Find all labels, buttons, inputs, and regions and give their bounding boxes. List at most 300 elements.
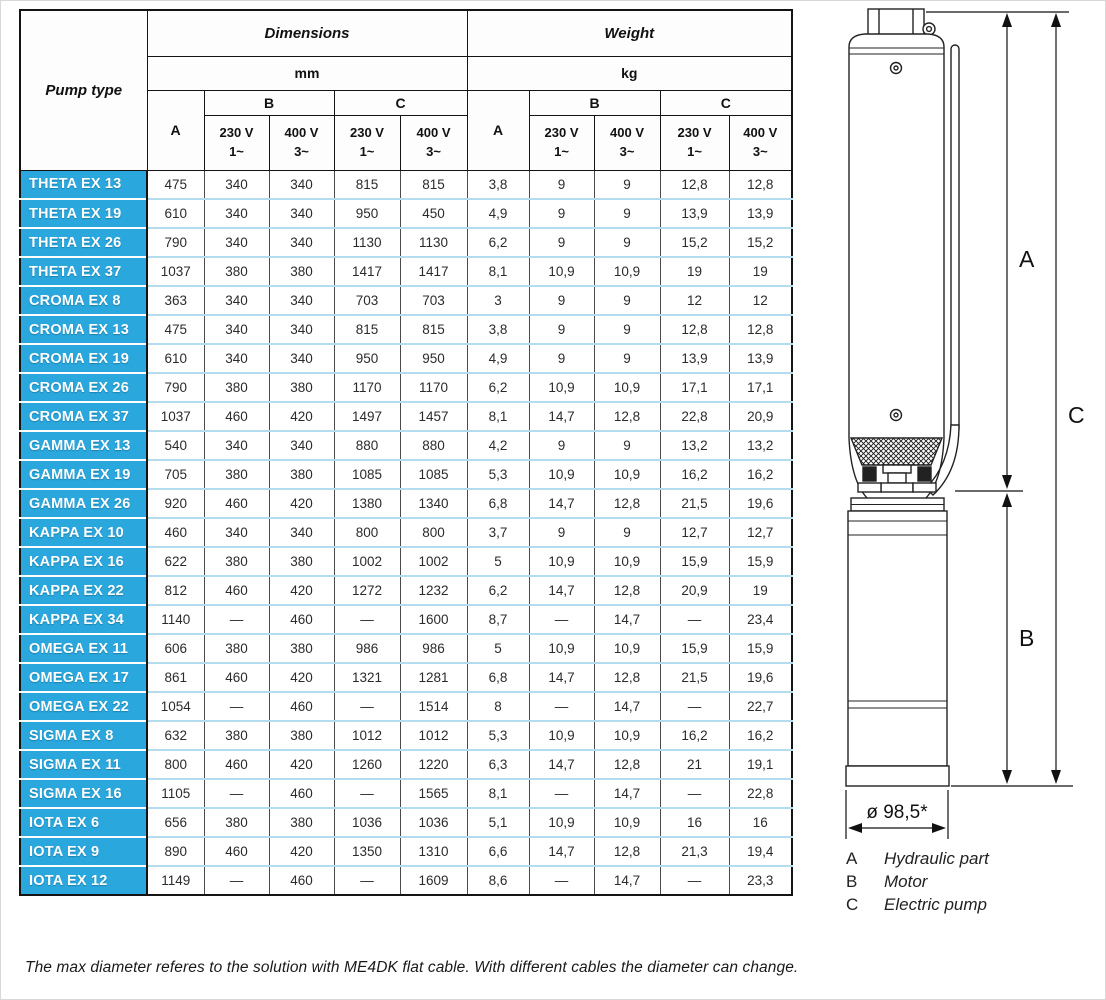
cell-wt-c-230: 15,9: [660, 547, 729, 576]
voltage-line: 400 V: [284, 125, 319, 141]
cell-dim-b-400: 380: [269, 634, 334, 663]
pump-body: [849, 34, 944, 438]
cell-wt-b-400: 12,8: [594, 663, 660, 692]
cell-dim-c-230: —: [334, 779, 400, 808]
cell-dim-c-400: 1457: [400, 402, 467, 431]
cell-dim-a: 656: [147, 808, 204, 837]
cell-dim-c-400: 815: [400, 170, 467, 199]
cell-dim-a: 790: [147, 373, 204, 402]
cell-dim-c-400: 1036: [400, 808, 467, 837]
cell-dim-c-230: 1321: [334, 663, 400, 692]
cell-wt-a: 4,9: [467, 344, 529, 373]
row-label: THETA EX 13: [20, 170, 147, 199]
cell-dim-b-400: 420: [269, 663, 334, 692]
header-dim-c-230v: [334, 115, 400, 170]
cell-dim-b-230: 380: [204, 373, 269, 402]
cell-wt-b-400: 9: [594, 286, 660, 315]
cell-wt-a: 4,2: [467, 431, 529, 460]
table-row: [20, 692, 792, 721]
cell-wt-b-400: 9: [594, 228, 660, 257]
cell-wt-c-400: 22,8: [729, 779, 792, 808]
diameter-label: ø 98,5*: [866, 802, 928, 823]
cell-dim-a: 812: [147, 576, 204, 605]
footnote: The max diameter referes to the solution with ME4DK flat cable. With different cables the diameter can change.: [25, 959, 799, 976]
cell-dim-c-400: 1281: [400, 663, 467, 692]
cell-wt-c-400: 23,4: [729, 605, 792, 634]
table-row: [20, 866, 792, 895]
cell-wt-c-400: 19: [729, 576, 792, 605]
cell-dim-b-400: 340: [269, 199, 334, 228]
row-label: THETA EX 26: [20, 228, 147, 257]
cell-wt-a: 8,6: [467, 866, 529, 895]
cell-dim-a: 632: [147, 721, 204, 750]
row-label: GAMMA EX 19: [20, 460, 147, 489]
cell-wt-b-230: 14,7: [529, 837, 594, 866]
cell-dim-a: 705: [147, 460, 204, 489]
row-label: CROMA EX 37: [20, 402, 147, 431]
table-row: [20, 605, 792, 634]
cell-wt-b-230: 9: [529, 199, 594, 228]
cell-wt-c-400: 19,1: [729, 750, 792, 779]
cell-wt-c-230: 21: [660, 750, 729, 779]
row-label: CROMA EX 19: [20, 344, 147, 373]
cell-wt-c-400: 22,7: [729, 692, 792, 721]
cell-dim-a: 790: [147, 228, 204, 257]
cell-wt-b-230: 14,7: [529, 489, 594, 518]
legend-label: Hydraulic part: [884, 849, 989, 868]
header-dim-a: A: [147, 90, 204, 170]
cell-wt-c-400: 12,8: [729, 315, 792, 344]
cell-dim-c-400: 1170: [400, 373, 467, 402]
cell-dim-c-230: 986: [334, 634, 400, 663]
cell-dim-c-230: 1002: [334, 547, 400, 576]
cell-wt-b-230: —: [529, 866, 594, 895]
cell-dim-c-230: 1012: [334, 721, 400, 750]
cell-dim-b-230: 340: [204, 344, 269, 373]
cell-wt-c-400: 16,2: [729, 721, 792, 750]
cell-wt-c-400: 19,6: [729, 489, 792, 518]
row-label: IOTA EX 6: [20, 808, 147, 837]
cell-wt-c-230: 13,2: [660, 431, 729, 460]
dim-arrow-a: [1002, 13, 1012, 489]
cell-dim-c-400: 1220: [400, 750, 467, 779]
row-label: THETA EX 37: [20, 257, 147, 286]
cell-dim-b-230: 380: [204, 547, 269, 576]
cell-wt-b-230: —: [529, 779, 594, 808]
cell-wt-c-230: —: [660, 692, 729, 721]
cell-wt-a: 3,8: [467, 315, 529, 344]
pump-spec-table: [19, 9, 793, 896]
cell-dim-c-230: 1260: [334, 750, 400, 779]
cell-wt-c-230: 16,2: [660, 460, 729, 489]
legend-key: A: [846, 849, 858, 868]
cell-dim-a: 460: [147, 518, 204, 547]
table-row: [20, 837, 792, 866]
cell-wt-a: 5: [467, 634, 529, 663]
cell-wt-b-400: 12,8: [594, 402, 660, 431]
cell-wt-c-400: 15,9: [729, 547, 792, 576]
cell-dim-c-230: 800: [334, 518, 400, 547]
table-row: [20, 518, 792, 547]
voltage-line: 230 V: [350, 125, 384, 141]
cell-wt-b-400: 9: [594, 199, 660, 228]
row-label: KAPPA EX 34: [20, 605, 147, 634]
row-label: KAPPA EX 22: [20, 576, 147, 605]
cell-wt-b-400: 14,7: [594, 866, 660, 895]
table-row: [20, 576, 792, 605]
row-label: SIGMA EX 16: [20, 779, 147, 808]
table-row: [20, 228, 792, 257]
cell-wt-c-400: 15,2: [729, 228, 792, 257]
cell-wt-c-400: 17,1: [729, 373, 792, 402]
cell-dim-c-230: 1272: [334, 576, 400, 605]
cell-wt-c-400: 12,7: [729, 518, 792, 547]
row-label: IOTA EX 12: [20, 866, 147, 895]
cell-wt-c-230: 12,8: [660, 170, 729, 199]
row-label: CROMA EX 8: [20, 286, 147, 315]
phase-line: 3~: [426, 143, 441, 159]
row-label: KAPPA EX 16: [20, 547, 147, 576]
header-weight-c: C: [660, 90, 792, 115]
cell-dim-a: 475: [147, 315, 204, 344]
cell-dim-c-230: 880: [334, 431, 400, 460]
cell-dim-b-400: 460: [269, 779, 334, 808]
cell-dim-a: 1105: [147, 779, 204, 808]
table-row: [20, 808, 792, 837]
cell-dim-b-400: 340: [269, 431, 334, 460]
cell-wt-a: 6,2: [467, 373, 529, 402]
cell-dim-c-230: —: [334, 866, 400, 895]
cell-dim-b-400: 380: [269, 547, 334, 576]
cell-dim-a: 475: [147, 170, 204, 199]
table-row: [20, 344, 792, 373]
cell-dim-a: 1140: [147, 605, 204, 634]
cell-wt-c-400: 16,2: [729, 460, 792, 489]
cell-dim-c-230: —: [334, 605, 400, 634]
cell-wt-c-230: 12,8: [660, 315, 729, 344]
cell-wt-c-400: 19,6: [729, 663, 792, 692]
legend-item: [846, 870, 989, 893]
voltage-line: 400 V: [610, 125, 644, 141]
cell-wt-c-230: 22,8: [660, 402, 729, 431]
cell-wt-b-400: 10,9: [594, 373, 660, 402]
voltage-line: 230 V: [544, 125, 579, 141]
cell-dim-c-400: 1514: [400, 692, 467, 721]
cell-wt-b-230: 10,9: [529, 257, 594, 286]
cell-dim-b-230: —: [204, 605, 269, 634]
cell-wt-b-230: 14,7: [529, 663, 594, 692]
row-label: SIGMA EX 11: [20, 750, 147, 779]
cell-dim-b-230: 380: [204, 257, 269, 286]
cell-wt-c-230: 21,5: [660, 663, 729, 692]
cell-wt-b-400: 10,9: [594, 460, 660, 489]
cell-wt-a: 5,1: [467, 808, 529, 837]
cell-wt-b-400: 10,9: [594, 808, 660, 837]
cell-dim-c-400: 880: [400, 431, 467, 460]
cell-wt-c-230: 21,3: [660, 837, 729, 866]
cell-dim-a: 1149: [147, 866, 204, 895]
cell-dim-a: 540: [147, 431, 204, 460]
cell-wt-c-400: 23,3: [729, 866, 792, 895]
phase-line: 3~: [752, 143, 768, 159]
cell-wt-b-230: 9: [529, 315, 594, 344]
phase-line: 1~: [229, 143, 244, 159]
table-row: [20, 634, 792, 663]
cell-wt-a: 4,9: [467, 199, 529, 228]
cell-dim-c-400: 1340: [400, 489, 467, 518]
cell-wt-a: 3,8: [467, 170, 529, 199]
cell-dim-a: 363: [147, 286, 204, 315]
cell-dim-b-230: 340: [204, 315, 269, 344]
cell-dim-c-230: 1085: [334, 460, 400, 489]
cell-dim-b-230: —: [204, 692, 269, 721]
cell-wt-c-230: —: [660, 605, 729, 634]
table-row: [20, 402, 792, 431]
cell-dim-a: 1037: [147, 402, 204, 431]
cell-dim-c-230: 815: [334, 170, 400, 199]
cell-dim-a: 920: [147, 489, 204, 518]
cell-dim-c-400: 1565: [400, 779, 467, 808]
cell-wt-c-400: 19: [729, 257, 792, 286]
cell-dim-b-230: —: [204, 779, 269, 808]
table-row: [20, 373, 792, 402]
cell-wt-b-230: 9: [529, 170, 594, 199]
cell-dim-c-230: 1130: [334, 228, 400, 257]
header-group-weight: Weight: [467, 10, 792, 56]
motor: [846, 511, 949, 786]
cell-wt-a: 8,1: [467, 402, 529, 431]
cell-wt-b-400: 12,8: [594, 750, 660, 779]
cell-dim-b-400: 380: [269, 257, 334, 286]
cell-wt-b-400: 14,7: [594, 692, 660, 721]
cell-wt-b-230: 10,9: [529, 721, 594, 750]
cell-dim-a: 890: [147, 837, 204, 866]
cell-dim-c-400: 1232: [400, 576, 467, 605]
cell-wt-a: 8,1: [467, 257, 529, 286]
row-label: CROMA EX 13: [20, 315, 147, 344]
cell-wt-a: 6,2: [467, 576, 529, 605]
row-label: CROMA EX 26: [20, 373, 147, 402]
cell-wt-a: 8,1: [467, 779, 529, 808]
cell-dim-b-400: 420: [269, 837, 334, 866]
table-row: [20, 315, 792, 344]
cell-dim-b-400: 380: [269, 721, 334, 750]
voltage-line: 230 V: [677, 125, 712, 141]
cell-dim-b-400: 340: [269, 344, 334, 373]
pump-top-connector: [868, 9, 935, 35]
table-row: [20, 286, 792, 315]
cell-dim-c-230: 1036: [334, 808, 400, 837]
cell-wt-b-230: —: [529, 605, 594, 634]
header-weight-a: A: [467, 90, 529, 170]
cell-wt-c-230: —: [660, 779, 729, 808]
legend-item: [846, 847, 989, 870]
table-row: [20, 663, 792, 692]
cell-dim-a: 861: [147, 663, 204, 692]
cell-dim-b-230: 340: [204, 518, 269, 547]
cell-dim-a: 610: [147, 199, 204, 228]
cell-wt-b-400: 12,8: [594, 576, 660, 605]
cell-wt-b-400: 14,7: [594, 605, 660, 634]
cell-wt-a: 3: [467, 286, 529, 315]
cell-dim-b-230: 340: [204, 199, 269, 228]
cell-dim-c-230: —: [334, 692, 400, 721]
cell-dim-c-230: 1497: [334, 402, 400, 431]
cell-dim-c-400: 1012: [400, 721, 467, 750]
phase-line: 1~: [687, 143, 702, 159]
cell-dim-b-230: 380: [204, 634, 269, 663]
table-row: [20, 460, 792, 489]
header-dim-b: B: [204, 90, 334, 115]
cell-wt-b-230: 9: [529, 431, 594, 460]
cell-wt-b-230: 9: [529, 344, 594, 373]
cell-dim-a: 1037: [147, 257, 204, 286]
cell-wt-b-230: 9: [529, 286, 594, 315]
cell-wt-b-230: 10,9: [529, 547, 594, 576]
cell-dim-c-400: 450: [400, 199, 467, 228]
cell-wt-b-230: 10,9: [529, 808, 594, 837]
header-pump-type: Pump type: [20, 10, 147, 170]
cell-wt-a: 3,7: [467, 518, 529, 547]
table-row: [20, 547, 792, 576]
row-label: OMEGA EX 11: [20, 634, 147, 663]
cell-wt-b-400: 9: [594, 170, 660, 199]
cell-wt-a: 8,7: [467, 605, 529, 634]
cell-dim-c-400: 1130: [400, 228, 467, 257]
cell-wt-b-400: 10,9: [594, 634, 660, 663]
cell-dim-c-230: 1417: [334, 257, 400, 286]
cell-wt-c-400: 13,2: [729, 431, 792, 460]
cell-dim-b-230: 380: [204, 808, 269, 837]
phase-line: 1~: [359, 143, 375, 159]
cell-wt-a: 6,6: [467, 837, 529, 866]
cell-wt-a: 6,8: [467, 663, 529, 692]
cell-wt-b-400: 10,9: [594, 257, 660, 286]
cell-dim-b-230: 460: [204, 489, 269, 518]
row-label: GAMMA EX 26: [20, 489, 147, 518]
table-row: [20, 199, 792, 228]
cell-dim-c-230: 1350: [334, 837, 400, 866]
cell-wt-b-230: —: [529, 692, 594, 721]
cell-dim-b-400: 380: [269, 460, 334, 489]
table-row: [20, 431, 792, 460]
cell-wt-c-230: 20,9: [660, 576, 729, 605]
header-weight-c-230v: [660, 115, 729, 170]
cell-wt-c-400: 15,9: [729, 634, 792, 663]
table-row: [20, 257, 792, 286]
cell-wt-c-230: 16,2: [660, 721, 729, 750]
legend-key: C: [846, 895, 859, 914]
table-row: [20, 750, 792, 779]
table-row: [20, 779, 792, 808]
cell-dim-c-400: 800: [400, 518, 467, 547]
cell-wt-a: 5,3: [467, 721, 529, 750]
legend-item: [846, 893, 989, 916]
diagram-legend: [846, 847, 989, 916]
legend-label: Motor: [884, 872, 928, 891]
header-dim-c: C: [334, 90, 467, 115]
cell-dim-b-230: 340: [204, 431, 269, 460]
header-group-dimensions: Dimensions: [147, 10, 467, 56]
cell-wt-a: 8: [467, 692, 529, 721]
cell-dim-c-400: 950: [400, 344, 467, 373]
cell-dim-c-230: 1380: [334, 489, 400, 518]
cell-dim-a: 622: [147, 547, 204, 576]
cell-dim-c-400: 1600: [400, 605, 467, 634]
voltage-line: 400 V: [743, 125, 778, 141]
strainer: [849, 438, 944, 511]
cell-dim-c-230: 703: [334, 286, 400, 315]
table-row: [20, 489, 792, 518]
header-unit-mm: mm: [147, 56, 467, 90]
table-row: [20, 721, 792, 750]
cell-dim-b-400: 340: [269, 228, 334, 257]
cell-wt-b-230: 9: [529, 228, 594, 257]
cell-wt-c-230: 15,9: [660, 634, 729, 663]
cell-wt-c-230: 15,2: [660, 228, 729, 257]
cell-dim-b-230: 460: [204, 402, 269, 431]
cell-dim-b-400: 460: [269, 692, 334, 721]
row-label: SIGMA EX 8: [20, 721, 147, 750]
cell-dim-b-230: 460: [204, 837, 269, 866]
voltage-line: 400 V: [416, 125, 451, 141]
cell-wt-b-400: 9: [594, 315, 660, 344]
cell-wt-b-400: 10,9: [594, 721, 660, 750]
dim-label-c: C: [1068, 402, 1085, 428]
cell-dim-c-400: 1085: [400, 460, 467, 489]
cell-dim-a: 800: [147, 750, 204, 779]
cell-dim-b-400: 340: [269, 286, 334, 315]
cell-dim-b-400: 340: [269, 518, 334, 547]
cell-wt-b-400: 9: [594, 344, 660, 373]
cell-wt-c-400: 13,9: [729, 199, 792, 228]
dim-label-b: B: [1019, 625, 1035, 651]
cell-wt-c-230: 12,7: [660, 518, 729, 547]
row-label: KAPPA EX 10: [20, 518, 147, 547]
cell-wt-b-230: 14,7: [529, 402, 594, 431]
cell-dim-b-230: 380: [204, 460, 269, 489]
dim-arrow-b: [1002, 493, 1012, 784]
cell-wt-b-230: 10,9: [529, 373, 594, 402]
cell-wt-a: 5: [467, 547, 529, 576]
cell-dim-b-400: 380: [269, 373, 334, 402]
cell-dim-b-230: 340: [204, 170, 269, 199]
dim-arrow-c: [1051, 13, 1061, 784]
cell-wt-a: 6,2: [467, 228, 529, 257]
header-weight-b-400v: [594, 115, 660, 170]
cell-wt-b-230: 9: [529, 518, 594, 547]
dim-label-a: A: [1019, 246, 1035, 272]
voltage-line: 230 V: [219, 125, 254, 141]
cell-dim-b-230: 340: [204, 286, 269, 315]
cell-dim-a: 1054: [147, 692, 204, 721]
cell-wt-c-400: 16: [729, 808, 792, 837]
table-header: [20, 10, 792, 170]
cell-dim-b-230: 460: [204, 750, 269, 779]
legend-label: Electric pump: [884, 895, 987, 914]
cell-wt-c-230: 13,9: [660, 344, 729, 373]
cell-dim-a: 610: [147, 344, 204, 373]
cell-wt-b-400: 12,8: [594, 489, 660, 518]
cell-dim-b-230: 340: [204, 228, 269, 257]
row-label: OMEGA EX 22: [20, 692, 147, 721]
cell-dim-b-230: 380: [204, 721, 269, 750]
cell-dim-c-400: 1310: [400, 837, 467, 866]
cell-dim-b-400: 420: [269, 576, 334, 605]
cell-dim-b-400: 380: [269, 808, 334, 837]
cell-dim-b-400: 340: [269, 170, 334, 199]
table-body: [20, 170, 792, 895]
